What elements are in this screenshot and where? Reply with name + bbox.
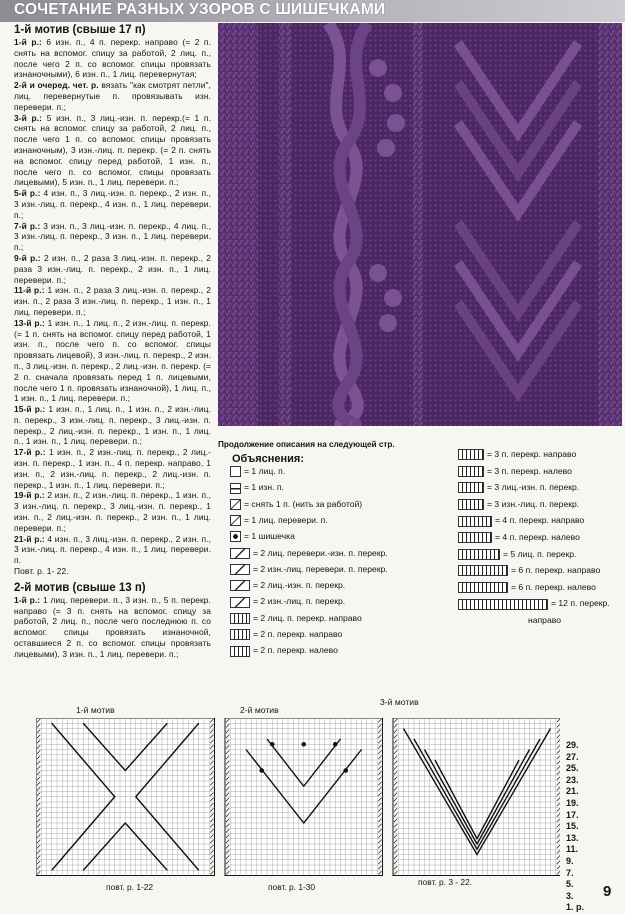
legend-symbol-icon	[458, 482, 484, 493]
legend-row	[458, 581, 596, 593]
row-label: 3-й р.:	[14, 112, 43, 123]
row-label: 21-й р.:	[14, 533, 45, 544]
knitting-photo	[218, 23, 622, 426]
continued-note: Продолжение описания на следующей стр.	[218, 440, 395, 449]
legend-symbol-icon	[458, 466, 484, 477]
legend-symbol-icon	[230, 597, 250, 608]
row-text: 5 изн. п., 3 лиц.-изн. п. перекр.(= 1 п. снять на вспомог. спицу за работой, 2 лиц. п., после чего 1 п. со вспомог. спицы провязать изнаночным), 3 изн.-лиц. п. перекр. (= 2 п. снять на вспомог. спицу перед работой, 1 изн. п., после чего п. со вспомог. спицы провязать лицевыми), 5 изн. п., 1 лиц. перевери. п.;	[14, 112, 211, 188]
legend-row	[458, 531, 580, 543]
legend-row	[458, 514, 584, 526]
row-label: 5-й р.:	[14, 188, 41, 199]
motif2-title: 2-й мотив (свыше 13 п)	[14, 581, 146, 594]
legend-row	[230, 595, 345, 607]
legend-symbol-icon	[458, 549, 500, 560]
legend-label: = 12 п. перекр.	[551, 598, 610, 609]
instruction-row	[14, 37, 211, 80]
legend-row	[230, 628, 342, 640]
motif-label-2: 2-й мотив	[240, 705, 279, 715]
bobble-mark	[333, 742, 338, 747]
motif-label-1: 1-й мотив	[76, 705, 115, 715]
instructions-column	[14, 24, 211, 660]
instruction-row	[14, 80, 211, 112]
repeat-label-2: повт. р. 1-30	[268, 882, 316, 892]
page-header	[0, 0, 625, 22]
row-number-label: 5.	[566, 879, 574, 890]
row-text: 1 изн. п., 2 изн.-лиц. п. перекр., 2 лиц.-изн. п. перекр., 1 изн. п., 4 п. перекр. направо, 1 изн. п., 2 изн.-лиц. п. перекр., 2 лиц.-изн. п. перекр., 1 изн. п., 1 лиц. перевери. п.;	[14, 447, 211, 490]
legend-row	[230, 530, 295, 542]
legend-row	[458, 548, 576, 560]
row-text: 4 изн. п., 3 лиц.-изн. п. перекр., 2 изн. п., 3 изн.-лиц. п. перекр., 4 изн. п., 1 лиц. перевери. п.	[14, 533, 211, 566]
legend-title: Объяснения:	[232, 453, 305, 465]
legend-symbol-icon	[230, 564, 250, 575]
instruction-row	[14, 221, 211, 253]
legend-symbol-icon	[458, 599, 548, 610]
legend-symbol-icon	[230, 499, 241, 510]
legend-row	[458, 481, 579, 493]
row-label: 17-й р.:	[14, 447, 46, 458]
bobble-mark	[270, 742, 275, 747]
legend-label: = 3 п. перекр. налево	[487, 465, 572, 476]
row-number-label: 9.	[566, 855, 574, 866]
legend-row	[230, 612, 362, 624]
legend-row	[458, 465, 572, 477]
row-number-label: 29.	[566, 740, 579, 750]
row-text: Повт. р. 1- 22.	[14, 566, 69, 577]
row-number-label: 7.	[566, 867, 574, 878]
bobble-mark	[301, 742, 306, 747]
instruction-row	[14, 253, 211, 285]
legend-symbol-icon	[458, 449, 484, 460]
legend-symbol-icon	[230, 483, 241, 494]
instruction-row	[14, 595, 211, 660]
legend-symbol-icon	[230, 548, 250, 559]
row-number-label: 15.	[566, 821, 579, 832]
legend-label: = 2 изн.-лиц. перевери. п. перекр.	[253, 563, 388, 574]
row-number-label: 19.	[566, 797, 579, 808]
legend-symbol-icon	[230, 580, 250, 591]
chart-block-3	[393, 718, 560, 876]
page-number: 9	[603, 883, 612, 900]
legend-row	[528, 614, 561, 626]
legend-symbol-icon	[230, 515, 241, 526]
chart-row-numbers	[566, 740, 584, 914]
row-number-label: 3.	[566, 890, 574, 901]
legend-symbol-icon	[230, 613, 250, 624]
legend-label: = 6 п. перекр. налево	[511, 581, 596, 592]
instruction-row	[14, 285, 211, 317]
row-text: 1 изн. п., 2 раза 3 лиц.-изн. п. перекр., 2 изн. п., 2 раза 3 изн.-лиц. п. перекр., 1 изн. п., 1 лиц. перевери. п.;	[14, 285, 211, 317]
legend-label: = 1 шишечка	[244, 531, 295, 542]
legend-label: = 4 п. перекр. направо	[495, 515, 585, 526]
motif1-title: 1-й мотив (свыше 17 п)	[14, 24, 146, 36]
legend-label: = 2 лиц. п. перекр. направо	[253, 612, 362, 623]
row-number-label: 21.	[566, 786, 579, 797]
row-label: 1-й р.:	[14, 594, 41, 605]
legend-row	[230, 465, 285, 477]
row-label: 1-й р.:	[14, 37, 42, 47]
page-title: СОЧЕТАНИЕ РАЗНЫХ УЗОРОВ С ШИШЕЧКАМИ	[14, 1, 386, 18]
legend-label: = 1 лиц. п.	[244, 466, 286, 476]
legend-label: = 4 п. перекр. налево	[495, 532, 580, 542]
legend-symbol-icon	[458, 565, 508, 576]
row-label: 13-й р.:	[14, 317, 45, 328]
bobble-mark	[343, 768, 348, 773]
row-text: 2 изн. п., 2 изн.-лиц. п. перекр., 1 изн. п., 3 изн.-лиц. п. перекр., 3 лиц.-изн. п. перекр., 1 изн. п., 2 лиц.-изн. п. перекр., 2 изн. п., 1 лиц. перевери. п.;	[14, 490, 211, 533]
row-text: 1 изн. п., 1 лиц. п., 2 изн.-лиц. п. перекр. (= 1 п. снять на вспомог. спицу перед работой, 1 изн. п., после чего п. со вспомог. спицы провязать лицевой), 3 изн.-лиц. п. перекр., 2 изн. п., 3 лиц.-изн. п. перекр., 2 лиц.-изн. п. перекр. (= 2 п. сначала провязать перед 1 п. лицевыми, после чего 1 п. провязать изнаночной), 1 лиц. п., 1 изн. п., 1 лиц. перевери. п.;	[14, 317, 211, 404]
legend-row	[458, 498, 579, 510]
legend-row	[230, 563, 388, 575]
knitting-chart	[36, 718, 560, 878]
legend-row	[458, 448, 576, 460]
instruction-row	[14, 404, 211, 447]
row-label: 2-й и очеред. чет. р.	[14, 80, 99, 91]
row-label: 11-й р.:	[14, 285, 45, 296]
motif-label-3: 3-й мотив	[380, 697, 419, 707]
legend-label: = 2 лиц.-изн. п. перекр.	[253, 580, 346, 591]
row-label: 7-й р.:	[14, 220, 41, 231]
instruction-row	[14, 490, 211, 533]
legend-label: = 2 лиц. перевери.-изн. п. перекр.	[253, 547, 388, 558]
legend-row	[230, 547, 388, 559]
legend-row	[230, 481, 284, 493]
row-text: вязать "как смотрят петли", лиц. перевернутые п. провязывать изн. перевери. п.;	[14, 80, 211, 112]
chart-block-2	[225, 718, 383, 876]
row-text: 4 изн. п., 3 лиц.-изн. п. перекр., 2 изн. п., 3 изн.-лиц. п. перекр., 4 изн. п., 1 лиц. перевери. п.;	[14, 188, 212, 220]
legend-row	[458, 597, 610, 609]
legend-label: = 3 изн.-лиц. п. перекр.	[487, 498, 580, 509]
knit-texture-image	[218, 23, 622, 426]
bobble-mark	[259, 768, 264, 773]
row-number-label: 23.	[566, 774, 579, 785]
row-text: 2 изн. п., 2 раза 3 лиц.-изн. п. перекр., 2 раза 3 изн.-лиц. п. перекр., 2 изн. п., 1 лиц. перевери. п.;	[14, 252, 211, 285]
motif1-rows	[14, 37, 211, 577]
legend-label: = 2 п. перекр. налево	[253, 645, 338, 656]
instruction-row	[14, 188, 211, 220]
row-text: 3 изн. п., 3 лиц.-изн. п. перекр., 4 лиц. п., 3 изн.-лиц. п. перекр., 3 изн. п., 1 лиц. перевери. п.;	[14, 220, 212, 253]
row-text: 1 лиц. перевери. п., 3 изн. п., 5 п. перекр. направо (= 3 п. снять на вспомог. спицу за работой, 2 лиц. п., после чего последнюю п. со вспомог. спицы провязать изнаночной, оставшиеся 2 п. со вспомог. спицы провязать лицевыми), 3 изн. п., 1 лиц. перевери. п.;	[14, 594, 211, 659]
legend-label: направо	[528, 615, 561, 625]
row-number-label: 25.	[566, 763, 579, 774]
legend-symbol-icon	[230, 646, 250, 657]
legend-symbol-icon	[230, 629, 250, 640]
row-text: 6 изн. п., 4 п. перекр. направо (= 2 п. снять на вспомог. спицу за работой, 2 лиц. п., после чего 2 п. со вспомог. спицы провязать изнаночными), 6 изн. п., 1 лиц. перевернутая;	[14, 37, 211, 80]
instruction-row	[14, 534, 211, 566]
repeat-label-3: повт. р. 3 - 22.	[418, 877, 473, 887]
legend-symbol-icon	[458, 532, 492, 543]
chart-block-1	[36, 718, 215, 876]
legend-label: = 3 п. перекр. направо	[487, 449, 577, 459]
legend-label: = 5 лиц. п. перекр.	[503, 548, 577, 559]
legend-row	[230, 644, 338, 656]
legend-row	[230, 498, 362, 510]
legend-label: = 3 лиц.-изн. п. перекр.	[487, 482, 580, 493]
legend-label: = 2 п. перекр. направо	[253, 629, 343, 639]
row-number-label: 11.	[566, 844, 579, 855]
instruction-row	[14, 113, 211, 189]
row-text: 1 изн. п., 1 лиц. п., 1 изн. п., 2 изн.-лиц. п. перекр., 3 изн.-лиц. п. перекр., 3 лиц.-изн. п. перекр., 2 лиц.-изн. п. перекр., 1 изн. п., 1 лиц. п., 1 изн. п., 1 лиц. перевери. п.;	[14, 404, 211, 447]
legend-row	[230, 579, 345, 591]
legend-label: = 1 лиц. перевери. п.	[244, 514, 328, 525]
legend-symbol-icon	[458, 582, 508, 593]
repeat-label-1: повт. р. 1-22	[106, 882, 154, 892]
row-number-label: 13.	[566, 832, 579, 843]
legend-symbol-icon	[458, 516, 492, 527]
instruction-row	[14, 566, 211, 577]
legend-row	[458, 564, 600, 576]
row-number-label: 27.	[566, 751, 579, 762]
legend-label: = снять 1 п. (нить за работой)	[244, 498, 363, 509]
row-label: 15-й р.:	[14, 404, 46, 415]
legend-label: = 2 изн.-лиц. п. перекр.	[253, 596, 346, 607]
legend-label: = 1 изн. п.	[244, 482, 284, 493]
row-label: 9-й р.:	[14, 252, 41, 263]
legend-row	[230, 514, 328, 526]
row-number-label: 17.	[566, 809, 579, 820]
instruction-row	[14, 318, 211, 404]
row-label: 19-й р.:	[14, 490, 45, 501]
motif2-rows	[14, 595, 211, 660]
legend-symbol-icon	[230, 466, 241, 477]
instruction-row	[14, 447, 211, 490]
legend-symbol-icon	[458, 499, 484, 510]
legend-label: = 6 п. перекр. направо	[511, 565, 601, 576]
legend-symbol-icon	[230, 531, 241, 542]
row-number-label: 1. р.	[566, 902, 585, 913]
